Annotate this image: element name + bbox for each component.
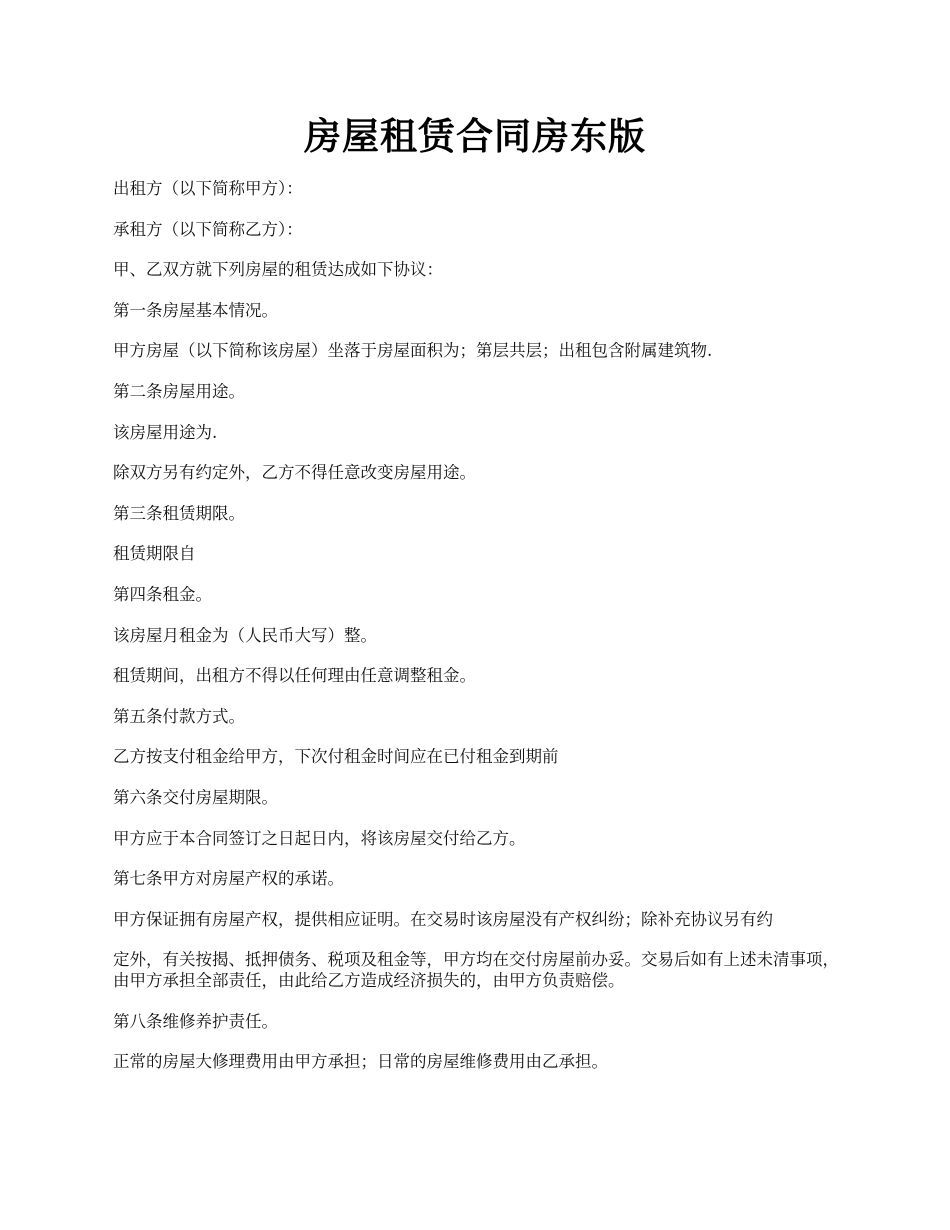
clause-heading-8: 第八条维修养护责任。 bbox=[113, 1011, 278, 1031]
clause-heading-5: 第五条付款方式。 bbox=[113, 706, 245, 726]
clause-heading-7: 第七条甲方对房屋产权的承诺。 bbox=[113, 869, 344, 889]
clause-text: 该房屋月租金为（人民币大写）整。 bbox=[113, 625, 377, 645]
clause-heading-2: 第二条房屋用途。 bbox=[113, 381, 245, 401]
clause-text: 甲方应于本合同签订之日起日内，将该房屋交付给乙方。 bbox=[113, 828, 526, 848]
document-body bbox=[113, 178, 845, 1092]
paragraph-agreement-intro: 甲、乙双方就下列房屋的租赁达成如下协议： bbox=[113, 260, 443, 280]
clause-text: 正常的房屋大修理费用由甲方承担；日常的房屋维修费用由乙承担。 bbox=[113, 1052, 608, 1072]
clause-text: 除双方另有约定外，乙方不得任意改变房屋用途。 bbox=[113, 463, 476, 483]
clause-heading-1: 第一条房屋基本情况。 bbox=[113, 300, 278, 320]
clause-text: 该房屋用途为. bbox=[113, 422, 218, 442]
clause-heading-3: 第三条租赁期限。 bbox=[113, 503, 245, 523]
paragraph-lessor: 出租方（以下简称甲方）： bbox=[113, 179, 303, 198]
clause-text: 甲方房屋（以下简称该房屋）坐落于房屋面积为；第层共层；出租包含附属建筑物. bbox=[113, 341, 713, 361]
clause-heading-4: 第四条租金。 bbox=[113, 584, 212, 604]
paragraph-lessee: 承租方（以下简称乙方）： bbox=[113, 219, 303, 239]
clause-text: 租赁期间，出租方不得以任何理由任意调整租金。 bbox=[113, 666, 476, 686]
clause-text: 租赁期限自 bbox=[113, 544, 196, 564]
clause-heading-6: 第六条交付房屋期限。 bbox=[113, 787, 278, 807]
document-title: 房屋租赁合同房东版 bbox=[304, 114, 646, 158]
clause-text: 乙方按支付租金给甲方，下次付租金时间应在已付租金到期前 bbox=[113, 747, 559, 767]
clause-text: 定外，有关按揭、抵押债务、税项及租金等，甲方均在交付房屋前办妥。交易后如有上述未清事项，由甲方承担全部责任，由此给乙方造成经济损失的，由甲方负责赔偿。 bbox=[113, 950, 839, 991]
clause-text: 甲方保证拥有房屋产权，提供相应证明。在交易时该房屋没有产权纠纷；除补充协议另有约 bbox=[113, 909, 773, 929]
